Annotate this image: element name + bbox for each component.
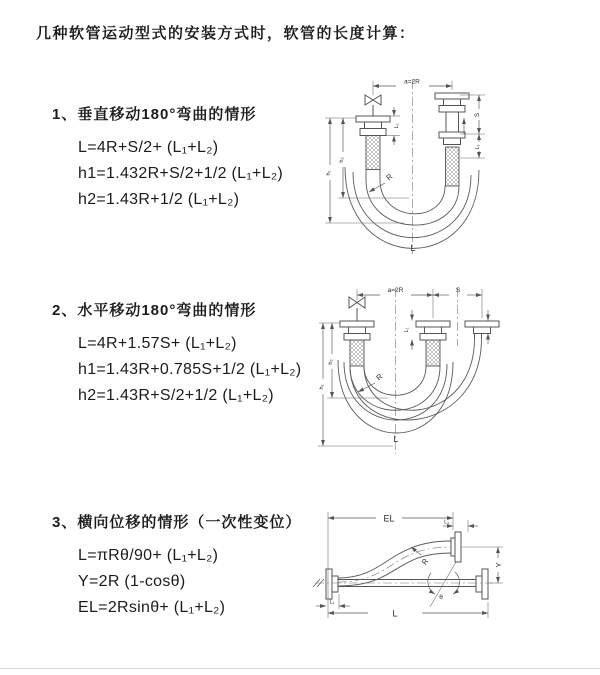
section-1-formulas	[78, 135, 283, 213]
angle-label: θ	[439, 594, 443, 601]
dim-label-s: S	[455, 287, 461, 294]
centerline	[396, 288, 458, 454]
page-title: 几种软管运动型式的安装方式时，软管的长度计算：	[36, 25, 416, 42]
formula-line: Y=2R (1-cosθ)	[78, 573, 186, 590]
diagram-lateral-displacement	[305, 492, 600, 662]
dim-label-a2r: a=2R	[404, 78, 420, 86]
radius-callout	[369, 172, 395, 192]
dim-label-s: S	[474, 112, 481, 118]
dimension-l1-left	[386, 107, 400, 145]
page-bottom-rule	[0, 668, 600, 669]
moved-flange	[451, 532, 461, 562]
section-3-heading: 3、横向位移的情形（一次性变位）	[52, 514, 302, 531]
formula-line: EL=2Rsinθ+ (L₁+L₂)	[78, 599, 226, 616]
dim-label-y: Y	[494, 562, 503, 568]
left-flange	[356, 116, 390, 170]
dim-label-h2: h₂	[328, 359, 334, 365]
dim-label-h1: h₁	[326, 170, 332, 176]
section-1-heading: 1、垂直移动180°弯曲的情形	[52, 106, 257, 123]
diagram-vertical-180-bend	[312, 68, 597, 264]
section-3-formulas	[78, 543, 301, 621]
dimension-el	[328, 512, 453, 618]
section-2-heading: 2、水平移动180°弯曲的情形	[52, 302, 257, 319]
section-2	[52, 301, 301, 409]
right-flange	[435, 93, 469, 186]
dim-label-a2r: a=2R	[387, 287, 404, 294]
dim-label-h1: h₁	[319, 384, 325, 390]
dimension-a2r	[357, 287, 482, 318]
radius-label: R	[384, 171, 395, 183]
radius-label: R	[374, 371, 385, 383]
diagram-horizontal-180-bend	[308, 276, 598, 468]
section-2-formulas	[78, 331, 301, 409]
moved-flange	[465, 321, 499, 338]
formula-line: L=4R+S/2+ (L₁+L₂)	[78, 139, 219, 156]
section-3	[52, 513, 301, 621]
length-label: L	[393, 434, 399, 444]
valve-icon	[349, 297, 365, 321]
radius-label: R	[419, 556, 431, 567]
dim-label-l1: L₁	[404, 327, 410, 333]
dim-label-l1-left: L₁	[394, 123, 400, 129]
valve-icon	[365, 95, 381, 116]
length-label: L	[392, 608, 398, 619]
dim-label-el: EL	[383, 513, 395, 524]
dim-label-l1-right: L₁	[475, 144, 481, 150]
formula-line: L=πRθ/90+ (L₁+L₂)	[78, 547, 219, 564]
formula-line: h1=1.43R+0.785S+1/2 (L₁+L₂)	[78, 361, 302, 378]
left-flange	[340, 321, 374, 366]
dim-label-h2: h₂	[339, 157, 345, 163]
dim-label-l1-bottom: L₁	[329, 599, 335, 606]
radius-callout	[358, 372, 385, 392]
formula-line: L=4R+1.57S+ (L₁+L₂)	[78, 335, 237, 352]
original-flange	[476, 569, 488, 599]
dimension-l1	[404, 310, 488, 350]
dim-label-l1-top: L₁	[444, 519, 449, 526]
formula-line: h1=1.432R+S/2+1/2 (L₁+L₂)	[78, 165, 284, 182]
dimension-l	[328, 599, 488, 619]
section-1	[52, 105, 283, 213]
angle-construction	[428, 562, 460, 607]
moved-hose	[350, 338, 482, 420]
middle-flange	[416, 321, 450, 366]
length-label: L	[410, 243, 416, 253]
dimension-h1-h2	[325, 118, 409, 223]
dimension-l1-bottom	[316, 594, 350, 609]
formula-line: h2=1.43R+1/2 (L₁+L₂)	[78, 191, 240, 208]
formula-line: h2=1.43R+S/2+1/2 (L₁+L₂)	[78, 387, 274, 404]
dimension-l1-top	[443, 520, 478, 533]
